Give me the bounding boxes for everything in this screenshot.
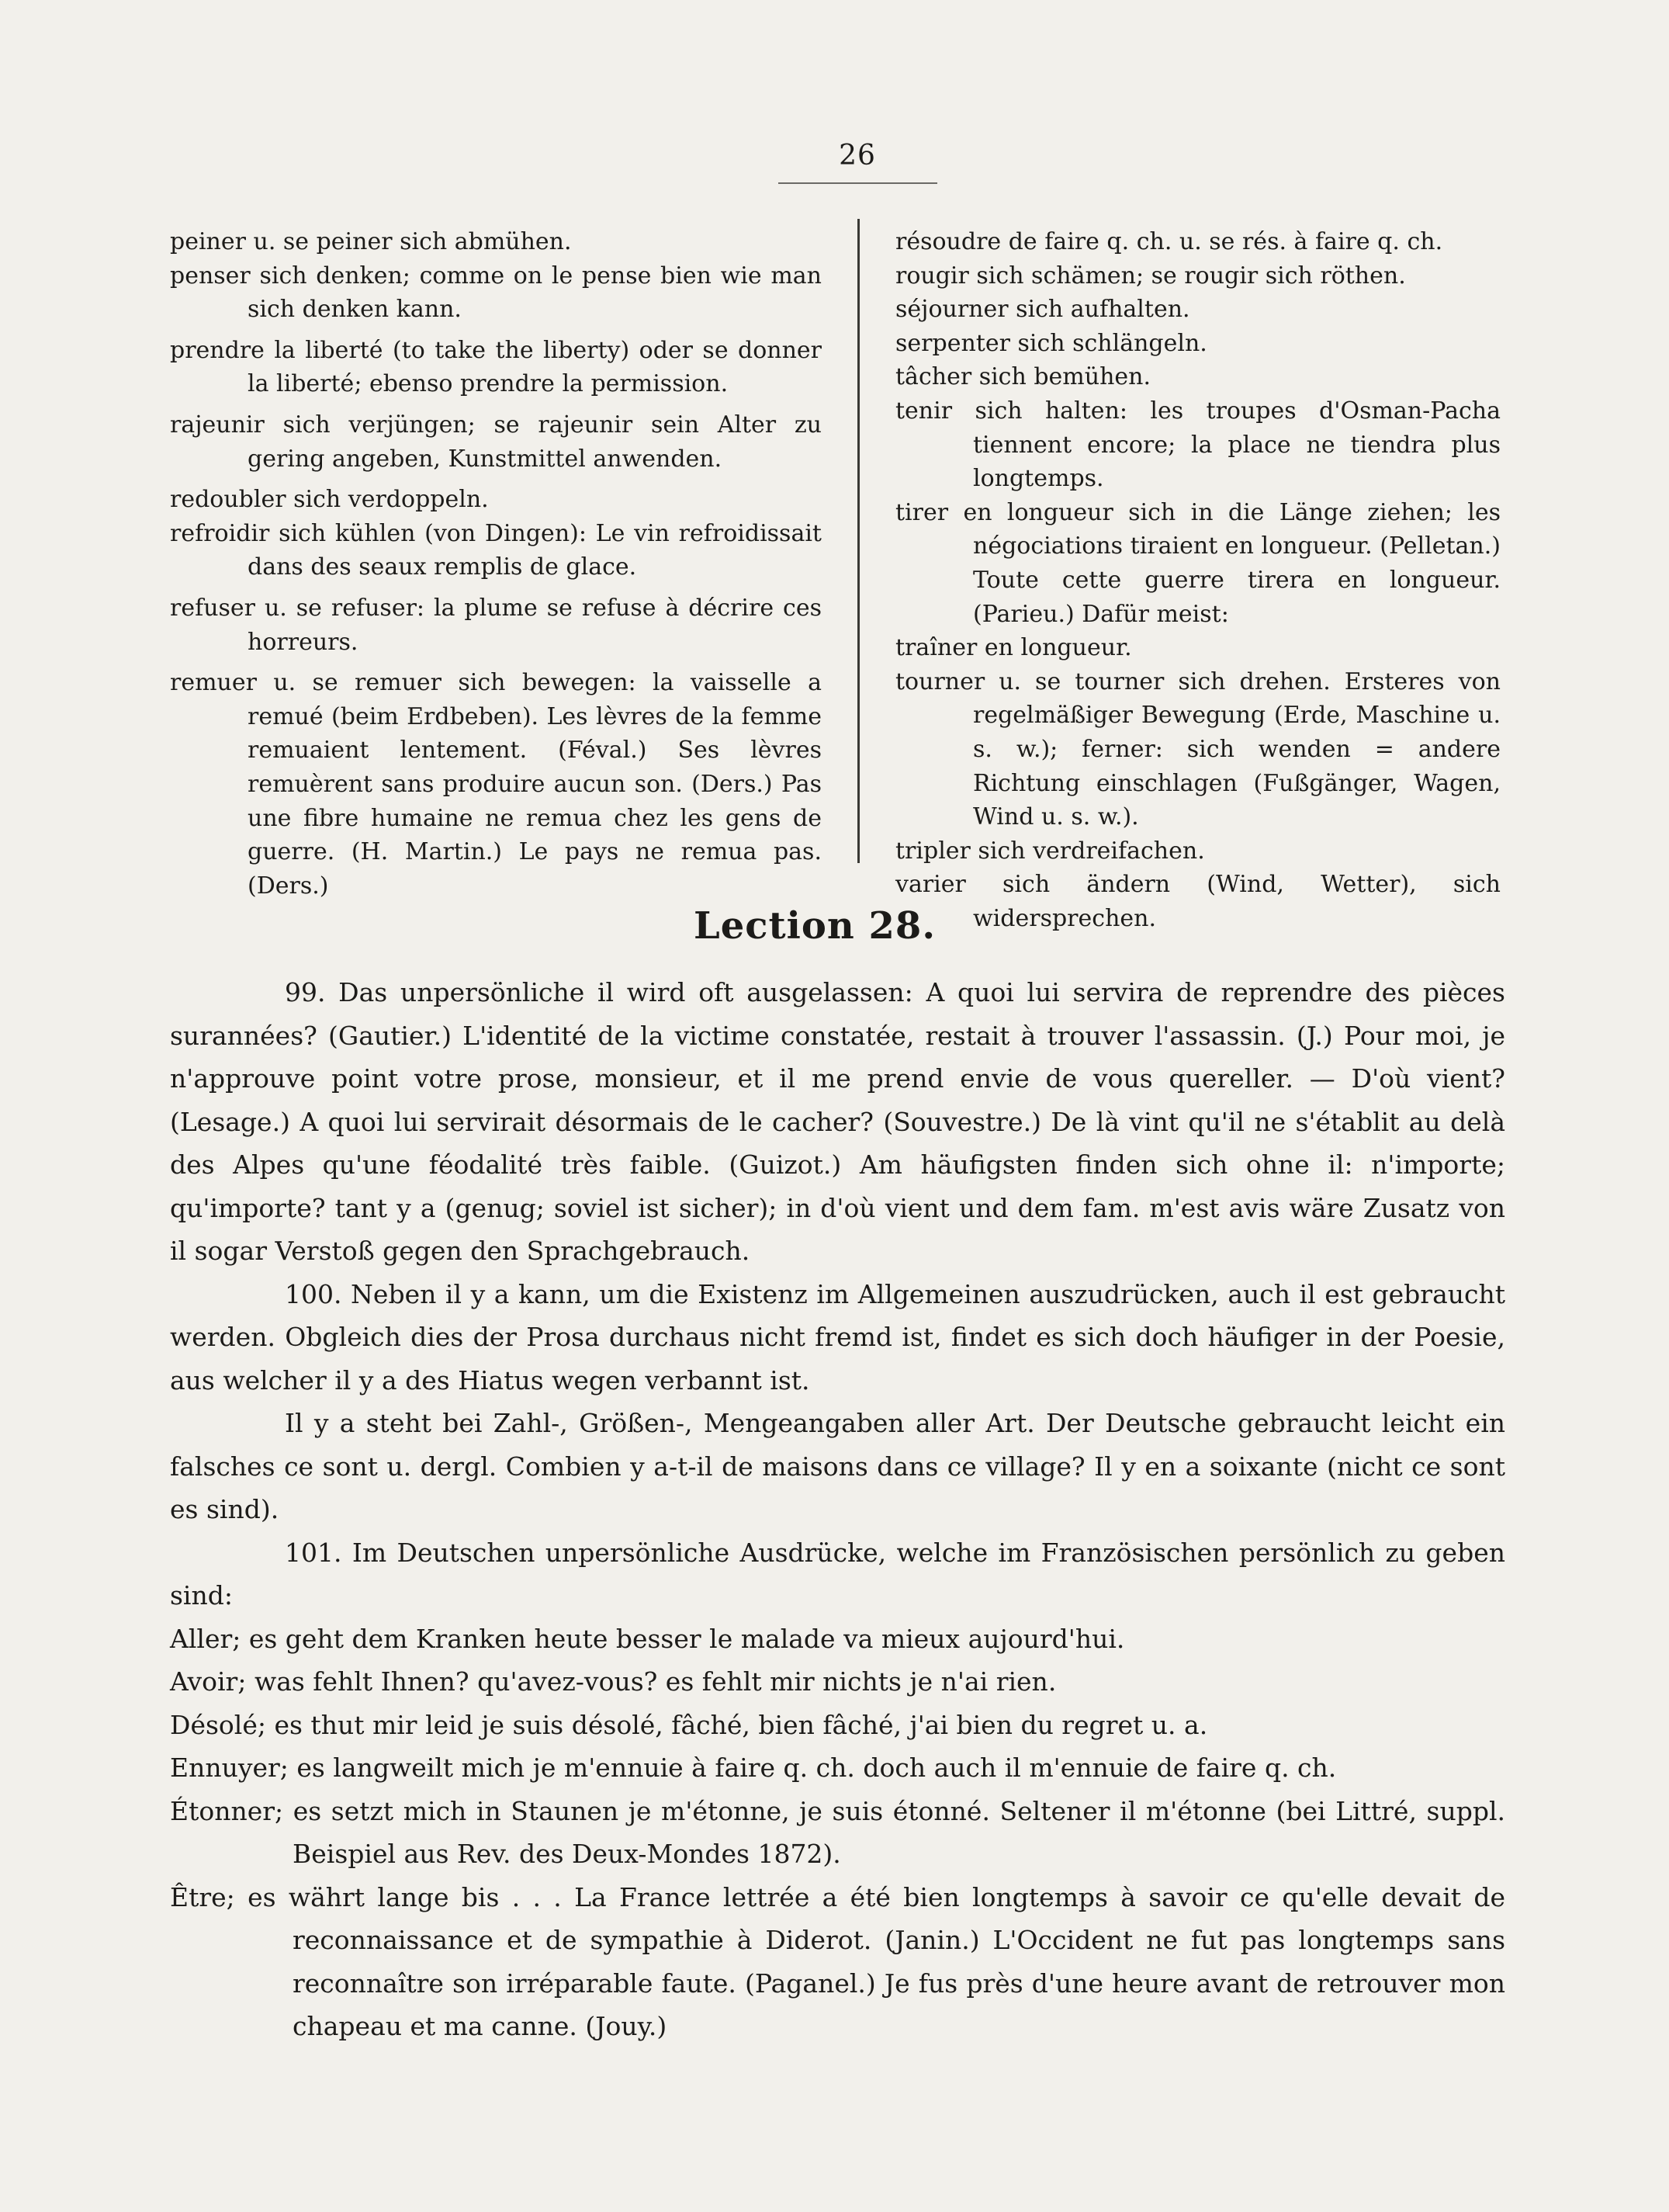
vocab-entry: refuser u. se refuser: la plume se refuse à décrire ces horreurs. bbox=[170, 594, 822, 656]
example-line-desole: Désolé; es thut mir leid je suis désolé, fâché, bien fâché, j'ai bien du regret u. a. bbox=[170, 1709, 1208, 1740]
vocab-entry: tourner u. se tourner sich drehen. Ersteres von regelmäßiger Bewegung (Erde, Maschine u. s. w.); ferner: sich wenden = andere Richtung einschlagen (Fußgänger, Wagen, Wind u. s. w.). bbox=[895, 667, 1501, 831]
lesson-body bbox=[170, 971, 1505, 2048]
vocab-entry: peiner u. se peiner sich abmühen. bbox=[170, 228, 572, 255]
example-line-aller: Aller; es geht dem Kranken heute besser le malade va mieux aujourd'hui. bbox=[170, 1623, 1125, 1654]
vocab-entry: résoudre de faire q. ch. u. se rés. à faire q. ch. bbox=[895, 228, 1443, 255]
lesson-title: Lection 28. bbox=[693, 904, 937, 948]
left-column bbox=[170, 225, 822, 903]
vocab-entry: remuer u. se remuer sich bewegen: la vaisselle a remué (beim Erdbeben). Les lèvres de la femme remuaient lentement. (Féval.) Ses lèvres remuèrent sans produire aucun son. (Ders.) Pas une fibre humaine ne remua chez les gens de guerre. (H. Martin.) Le pays ne remua pas. (Ders.) bbox=[170, 669, 822, 900]
vocab-entry: penser sich denken; comme on le pense bien wie man sich denken kann. bbox=[170, 262, 822, 324]
page-number: 26 bbox=[839, 140, 876, 172]
vocab-entry: séjourner sich aufhalten. bbox=[895, 296, 1190, 324]
vocab-entry: tirer en longueur sich in die Länge ziehen; les négociations tiraient en longueur. (Pelletan.) Toute cette guerre tirera en longueur. (Parieu.) Dafür meist: bbox=[895, 498, 1501, 628]
vocab-entry: tenir sich halten: les troupes d'Osman-Pacha tiennent encore; la place ne tiendra plus longtemps. bbox=[895, 397, 1501, 493]
vocab-entry: tripler sich verdreifachen. bbox=[895, 837, 1205, 865]
example-line-etre: Être; es währt lange bis . . . La France lettrée a été bien longtemps à savoir ce qu'elle devait de reconnaissance et de sympathie à Diderot. (Janin.) L'Occident ne fut pas longtemps sans reconnaître son irréparable faute. (Paganel.) Je fus près d'une heure avant de retrouver mon chapeau et ma canne. (Jouy.) bbox=[170, 1881, 1505, 2041]
vocab-entry: redoubler sich verdoppeln. bbox=[170, 486, 489, 514]
paragraph-101: 101. Im Deutschen unpersönliche Ausdrücke, welche im Französischen persönlich zu geben sind: bbox=[170, 1537, 1505, 1610]
vocab-entry: traîner en longueur. bbox=[895, 634, 1132, 662]
header-rule bbox=[778, 182, 937, 184]
vocab-entry: prendre la liberté (to take the liberty) oder se donner la liberté; ebenso prendre la permission. bbox=[170, 336, 822, 398]
vocab-entry: refroidir sich kühlen (von Dingen): Le vin refroidissait dans des seaux remplis de glace. bbox=[170, 519, 822, 581]
paragraph-100-continued: Il y a steht bei Zahl-, Größen-, Mengeangaben aller Art. Der Deutsche gebraucht leicht ein falsches ce sont u. dergl. Combien y a-t-il de maisons dans ce village? Il y en a soixante (nicht ce sont es sind). bbox=[170, 1408, 1505, 1524]
paragraph-100: 100. Neben il y a kann, um die Existenz im Allgemeinen auszudrücken, auch il est gebraucht werden. Obgleich dies der Prosa durchaus nicht fremd ist, findet es sich doch häufiger in der Poesie, aus welcher il y a des Hiatus wegen verbannt ist. bbox=[170, 1278, 1505, 1396]
example-line-ennuyer: Ennuyer; es langweilt mich je m'ennuie à faire q. ch. doch auch il m'ennuie de faire q. ch. bbox=[170, 1753, 1337, 1783]
vocab-entry: rougir sich schämen; se rougir sich röthen. bbox=[895, 262, 1406, 290]
vocab-entry: serpenter sich schlängeln. bbox=[895, 329, 1207, 357]
paragraph-99: 99. Das unpersönliche il wird oft ausgelassen: A quoi lui servira de reprendre des pièces surannées? (Gautier.) L'identité de la victime constatée, restait à trouver l'assassin. (J.) Pour moi, je n'approuve point votre prose, monsieur, et il me prend envie de vous quereller. — D'où vient? (Lesage.) A quoi lui servirait désormais de le cacher? (Souvestre.) De là vint qu'il ne s'établit au delà des Alpes qu'une féodalité très faible. (Guizot.) Am häufigsten finden sich ohne il: n'importe; qu'importe? tant y a (genug; soviel ist sicher); in d'où vient und dem fam. m'est avis wäre Zusatz von il sogar Verstoß gegen den Sprachgebrauch. bbox=[170, 977, 1505, 1266]
vocab-entry: tâcher sich bemühen. bbox=[895, 363, 1151, 391]
vocab-entry: rajeunir sich verjüngen; se rajeunir sein Alter zu gering angeben, Kunstmittel anwenden. bbox=[170, 411, 822, 473]
example-line-etonner: Étonner; es setzt mich in Staunen je m'étonne, je suis étonné. Seltener il m'étonne (bei Littré, suppl. Beispiel aus Rev. des Deux-Mondes 1872). bbox=[170, 1795, 1505, 1869]
column-divider bbox=[857, 219, 860, 863]
right-column bbox=[895, 225, 1501, 935]
example-line-avoir: Avoir; was fehlt Ihnen? qu'avez-vous? es fehlt mir nichts je n'ai rien. bbox=[170, 1666, 1057, 1697]
vocab-entry: varier sich ändern (Wind, Wetter), sich widersprechen. bbox=[895, 871, 1501, 932]
